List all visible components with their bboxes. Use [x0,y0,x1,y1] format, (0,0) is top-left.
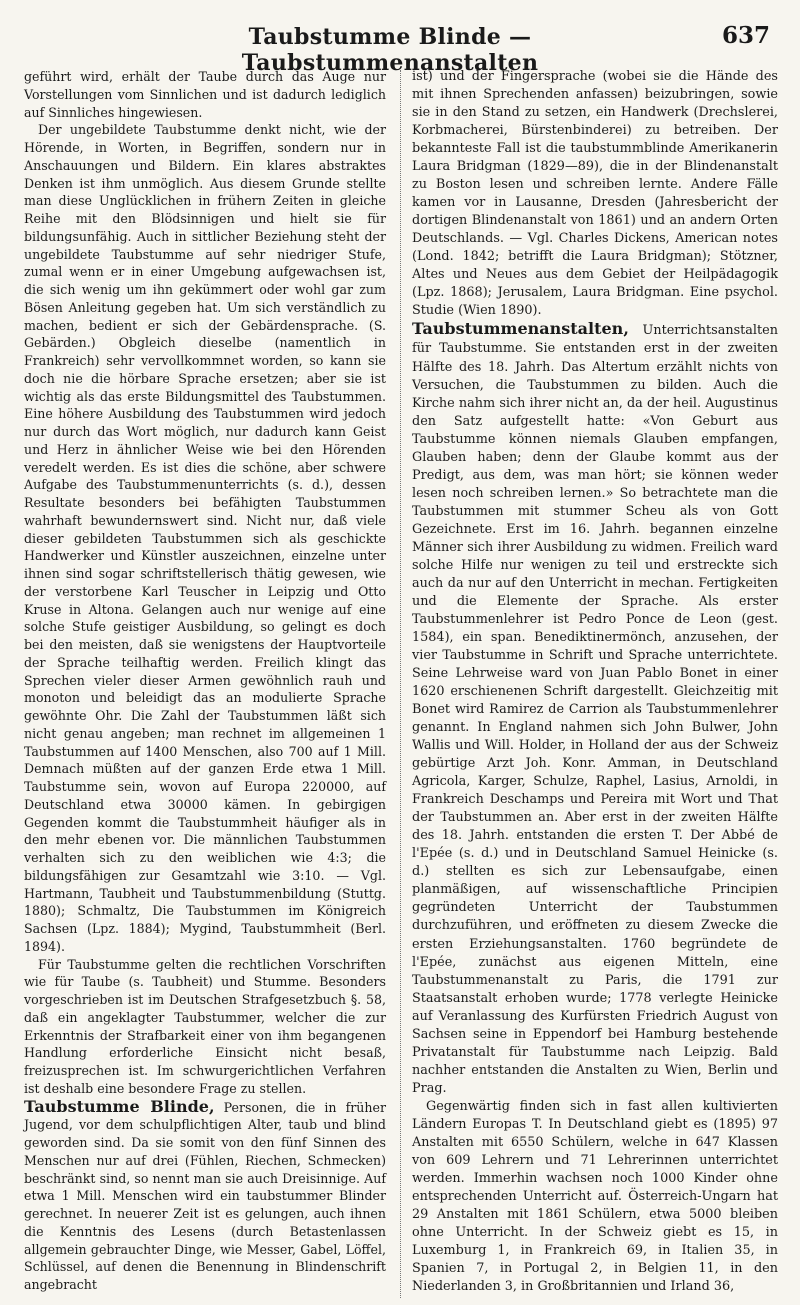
paragraph: Gegenwärtig finden sich in fast allen kultivierten Ländern Europas T. In Deutschland giebt es (1895) 97 Anstalten mit 6550 Schülern, welche in 647 Klassen von 609 Lehrern und 71 Lehrerinnen unterrichtet werden. Immerhin wachsen noch 1000 Kinder ohne entsprechenden Unterricht auf. Österreich-Ungarn hat 29 Anstalten mit 1861 Schülern, etwa 5000 bleiben ohne Unterricht. In der Schweiz giebt es 15, in Luxemburg 1, in Frankreich 69, in Italien 35, in Spanien 7, in Portugal 2, in Belgien 11, in den Niederlanden 3, in Großbritannien und Irland 36, [412,1098,778,1295]
paragraph: Für Taubstumme gelten die rechtlichen Vorschriften wie für Taube (s. Taubheit) und Stumme. Besonders vorgeschrieben ist im Deutschen Strafgesetzbuch §. 58, daß ein angeklagter Taubstummer, welcher die zur Erkenntnis der Strafbarkeit einer von ihm begangenen Handlung erforderliche Einsicht nicht besaß, freizusprechen ist. Im schwurgerichtlichen Verfahren ist deshalb eine besondere Frage zu stellen. [24,956,386,1096]
dictionary-entry [412,320,778,1097]
entry-headword: Taubstumme Blinde, [24,1096,215,1116]
entry-headword: Taubstummenanstalten, [412,319,629,339]
paragraph: ist) und der Fingersprache (wobei sie die Hände des mit ihnen Sprechenden anfassen) beizubringen, sowie sie in den Stand zu setzen, ein Handwerk (Drechslerei, Korbmacherei, Bürstenbinderei) zu betreiben. Der bekannteste Fall ist die taubstummblinde Amerikanerin Laura Bridgman (1829—89), die in der Blindenanstalt zu Boston lesen und schreiben lernte. Andere Fälle kamen vor in Lausanne, Dresden (Jahresbericht der dortigen Blindenanstalt von 1861) und an andern Orten Deutschlands. — Vgl. Charles Dickens, American notes (Lond. 1842; betrifft die Laura Bridgman); Stötzner, Altes und Neues aus dem Gebiet der Heilpädagogik (Lpz. 1868); Jerusalem, Laura Bridgman. Eine psychol. Studie (Wien 1890). [412,69,778,319]
column-divider [400,70,401,1298]
right-column [412,68,778,1296]
paragraph: Der ungebildete Taubstumme denkt nicht, wie der Hörende, in Worten, in Begriffen, sondern nur in Anschauungen und Bildern. Ein klares abstraktes Denken ist ihm unmöglich. Aus diesem Grunde stellte man diese Unglücklichen in frühern Zeiten in gleiche Reihe mit den Blödsinnigen und hielt sie für bildungsunfähig. Auch in sittlicher Beziehung steht der ungebildete Taubstumme auf sehr niedriger Stufe, zumal wenn er in einer Umgebung aufgewachsen ist, die sich wenig um ihn gekümmert oder wohl gar zum Bösen Anleitung gegeben hat. Um sich verständlich zu machen, bedient er sich der Gebärdensprache. (S. Gebärden.) Obgleich dieselbe (namentlich in Frankreich) sehr vervollkommnet worden, so kann sie doch nie die hörbare Sprache ersetzen; aber sie ist wichtig als das erste Bildungsmittel des Taubstummen. Eine höhere Ausbildung des Taubstummen wird jedoch nur durch das Wort möglich, nur dadurch kann Geist und Herz in ähnlicher Weise wie bei den Hörenden veredelt werden. Es ist dies die schöne, aber schwere Aufgabe des Taubstummenunterrichts (s. d.), dessen Resultate besonders bei befähigten Taubstummen wahrhaft bewundernswert sind. Nicht nur, daß viele dieser gebildeten Taubstummen sich als geschickte Handwerker und Künstler auszeichnen, einzelne unter ihnen sind sogar schriftstellerisch thätig gewesen, wie der verstorbene Karl Teuscher in Leipzig und Otto Kruse in Altona. Gelangen auch nur wenige auf eine solche Stufe geistiger Ausbildung, so gelingt es doch bei den meisten, daß sie wenigstens der Hauptvorteile der Sprache teilhaftig werden. Freilich klingt das Sprechen vieler dieser Armen gewöhnlich rauh und monoton und beleidigt das an modulierte Sprache gewöhnte Ohr. Die Zahl der Taubstummen läßt sich nicht genau angeben; man rechnet im allgemeinen 1 Taubstummen auf 1400 Menschen, also 700 auf 1 Mill. Demnach müßten auf der ganzen Erde etwa 1 Mill. Taubstumme sein, wovon auf Europa 220000, auf Deutschland etwa 30000 kämen. In gebirgigen Gegenden kommt die Taubstummheit häufiger als in den mehr ebenen vor. Die männlichen Taubstummen verhalten sich zu den weiblichen wie 4:3; die bildungsfähigen zur Gesamtzahl wie 3:10. — Vgl. Hartmann, Taubheit und Taubstummenbildung (Stuttg. 1880); Schmaltz, Die Taubstummen im Königreich Sachsen (Lpz. 1884); Mygind, Taubstummheit (Berl. 1894). [24,122,386,954]
running-title: Taubstumme Blinde — Taubstummenanstalten [241,24,539,76]
dictionary-entry [24,1098,386,1294]
page-number: 637 [721,22,770,49]
paragraph: geführt wird, erhält der Taube durch das Auge nur Vorstellungen vom Sinnlichen und ist dadurch lediglich auf Sinnliches hingewiesen. [24,69,386,120]
left-column [24,68,386,1294]
entry-text: Personen, die in früher Jugend, vor dem schulpflichtigen Alter, taub und blind geworden sind. Da sie somit von den fünf Sinnen des Menschen nur auf drei (Fühlen, Riechen, Schmecken) beschränkt sind, so nennt man sie auch Dreisinnige. Auf etwa 1 Mill. Menschen wird ein taubstummer Blinder gerechnet. In neuerer Zeit ist es gelungen, auch ihnen die Kenntnis des Lesens (durch Betastenlassen allgemein gebrauchter Dinge, wie Messer, Gabel, Löffel, Schlüssel, auf denen die Benennung in Blindenschrift angebracht [24,1099,386,1292]
page-header [0,0,800,76]
entry-text: Unterrichtsanstalten für Taubstumme. Sie entstanden erst in der zweiten Hälfte des 18. Jahrh. Das Altertum erzählt nichts von Versuchen, die Taubstummen zu bilden. Auch die Kirche nahm sich ihrer nicht an, da der heil. Augustinus den Satz aufgestellt hatte: «Von Geburt aus Taubstumme können niemals Glauben empfangen, Glauben haben; denn der Glaube kommt aus der Predigt, aus dem, was man hört; sie können weder lesen noch schreiben lernen.» So betrachtete man die Taubstummen mit stummer Scheu als von Gott Gezeichnete. Erst im 16. Jahrh. begannen einzelne Männer sich ihrer Ausbildung zu widmen. Freilich ward solche Hilfe nur wenigen zu teil und erstreckte sich auch da nur auf den Unterricht in mechan. Fertigkeiten und die Elemente der Sprache. Als erster Taubstummenlehrer ist Pedro Ponce de Leon (gest. 1584), ein span. Benediktinermönch, anzusehen, der vier Taubstumme in Schrift und Sprache unterrichtete. Seine Lehrweise ward von Juan Pablo Bonet in einer 1620 erschienenen Schrift dargestellt. Gleichzeitig mit Bonet wird Ramirez de Carrion als Taubstummenlehrer genannt. In England nahmen sich John Bulwer, John Wallis und Will. Holder, in Holland der aus der Schweiz gebürtige Arzt Joh. Konr. Amman, in Deutschland Agricola, Karger, Schulze, Raphel, Lasius, Arnoldi, in Frankreich Deschamps und Pereira mit Wort und That der Taubstummen an. Aber erst in der zweiten Hälfte des 18. Jahrh. entstanden die ersten T. Der Abbé de l'Epée (s. d.) und in Deutschland Samuel Heinicke (s. d.) stellten es sich zur Lebensaufgabe, einen planmäßigen, auf wissenschaftliche Principien gegründeten Unterricht der Taubstummen durchzuführen, und eröffneten zu diesem Zwecke die ersten Erziehungsanstalten. 1760 begründete de l'Epée, zunächst aus eigenen Mitteln, eine Taubstummenanstalt zu Paris, die 1791 zur Staatsanstalt erhoben wurde; 1778 verlegte Heinicke auf Veranlassung des Kurfürsten Friedrich August von Sachsen seine in Eppendorf bei Hamburg bestehende Privatanstalt für Taubstumme nach Leipzig. Bald nachher entstanden die Anstalten zu Wien, Berlin und Prag. [412,323,778,1096]
